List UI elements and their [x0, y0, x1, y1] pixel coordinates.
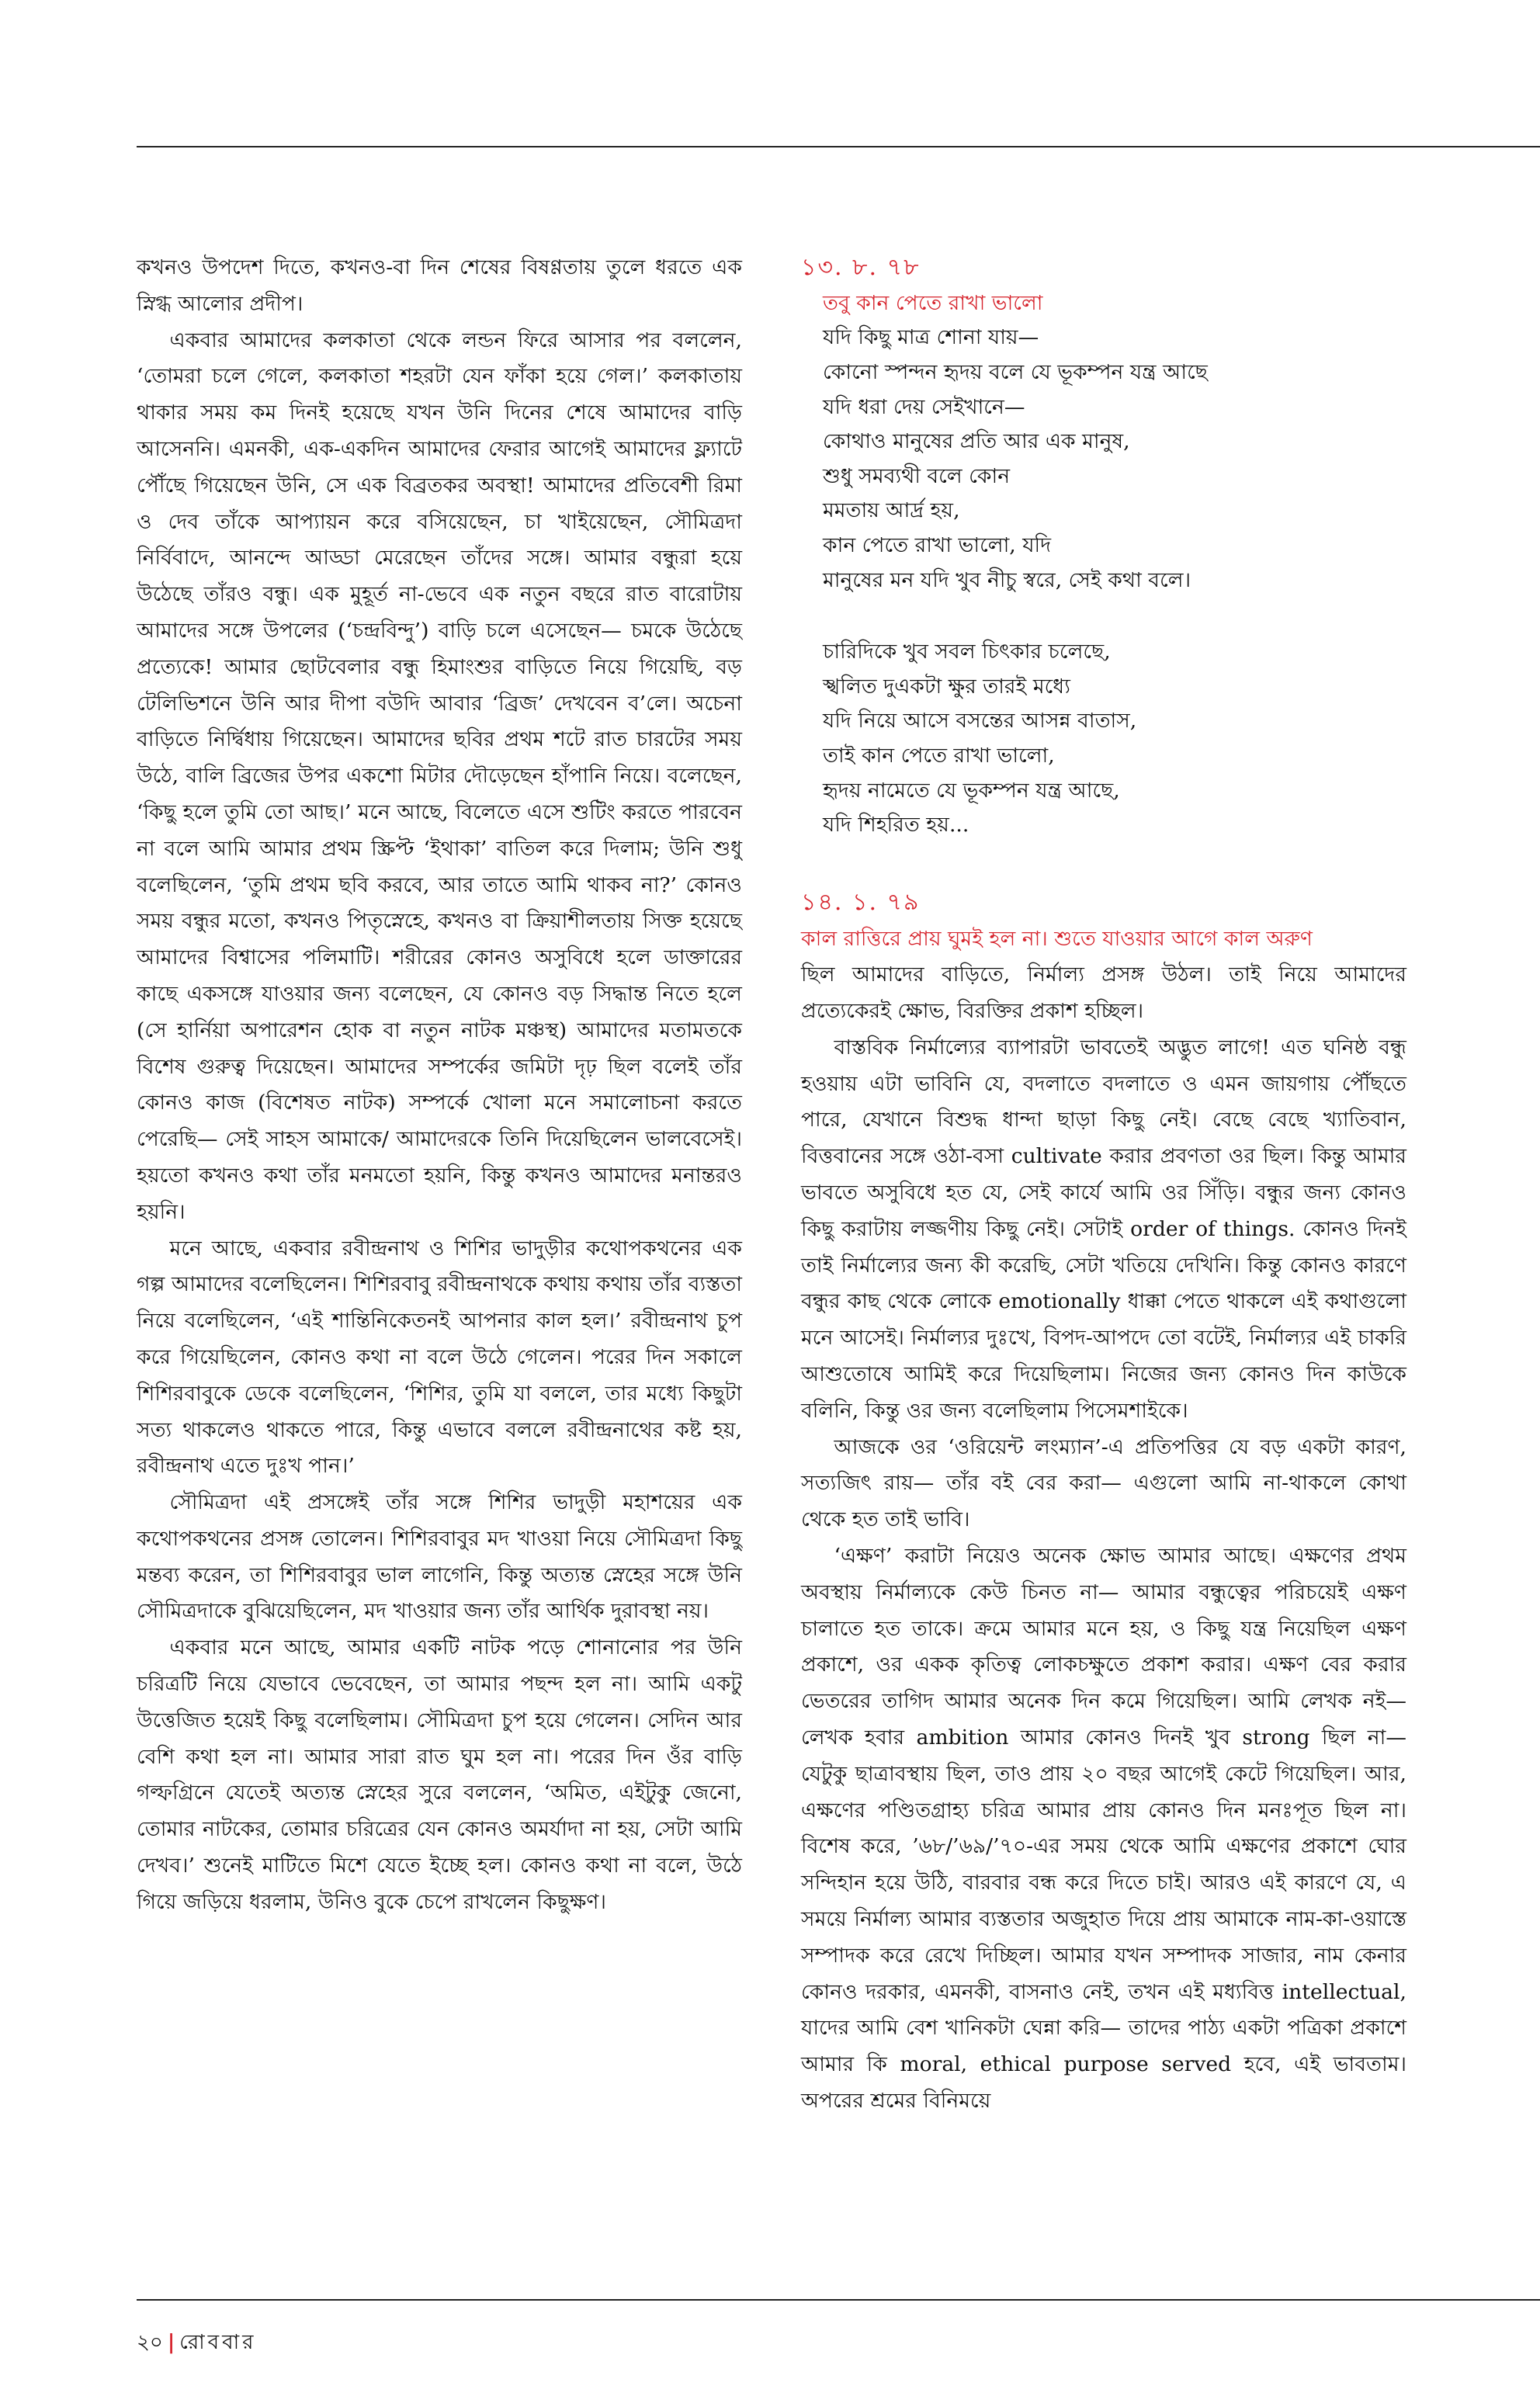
poem-line: স্খলিত দুএকটা ক্ষুর তারই মধ্যে	[823, 674, 1070, 699]
bottom-rule	[137, 2299, 1540, 2301]
poem-line: যদি নিয়ে আসে বসন্তের আসন্ন বাতাস,	[823, 709, 1137, 734]
poem-line: মমতায় আর্দ্র হয়,	[823, 498, 960, 523]
poem-line: যদি কিছু মাত্র শোনা যায়—	[823, 325, 1039, 350]
top-rule	[137, 146, 1540, 147]
page-footer	[137, 2329, 256, 2357]
right-column	[801, 250, 1406, 2120]
stanza-break	[823, 598, 1406, 635]
poem-line: চারিদিকে খুব সবল চিৎকার চলেছে,	[823, 640, 1111, 664]
poem-line: কান পেতে রাখা ভালো, যদি	[823, 532, 1052, 557]
paragraph: বাস্তবিক নির্মাল্যের ব্যাপারটা ভাবতেই অদ্ভুত লাগে! এত ঘনিষ্ঠ বন্ধু হওয়ায় এটা ভাবিনি যে, বদলাতে বদলাতে ও এমন জায়গায় পৌঁছতে পারে, যেখানে বিশুদ্ধ ধান্দা ছাড়া কিছু নেই। বেছে বেছে খ্যাতিবান, বিত্তবানের সঙ্গে ওঠা-বসা cultivate করার প্রবণতা ওর ছিল। কিন্তু আমার ভাবতে অসুবিধে হত যে, সেই কার্যে আমি ওর সিঁড়ি। বন্ধুর জন্য কোনও কিছু করাটায় লজ্জণীয় কিছু নেই। সেটাই order of things. কোনও দিনই তাই নির্মাল্যের জন্য কী করেছি, সেটা খতিয়ে দেখিনি। কিন্তু কোনও কারণে বন্ধুর কাছ থেকে লোকে emotionally ধাক্কা পেতে থাকলে এই কথাগুলো মনে আসেই। নির্মাল্যর দুঃখে, বিপদ-আপদে তো বটেই, নির্মাল্যর এই চাকরি আশুতোষে আমিই করে দিয়েছিলাম। নিজের জন্য কোনও দিন কাউকে বলিনি, কিন্তু ওর জন্য বলেছিলাম পিসেমশাইকে।	[801, 1035, 1406, 1423]
paragraph: ছিল আমাদের বাড়িতে, নির্মাল্য প্রসঙ্গ উঠল। তাই নিয়ে আমাদের প্রত্যেকেরই ক্ষোভ, বিরক্তির প্রকাশ হচ্ছিল।	[801, 962, 1406, 1024]
paragraph: আজকে ওর ‘ওরিয়েন্ট লংম্যান’-এ প্রতিপত্তির যে বড় একটা কারণ, সত্যজিৎ রায়— তাঁর বই বের করা— এগুলো আমি না-থাকলে কোথা থেকে হত তাই ভাবি।	[801, 1434, 1406, 1532]
diary-date: ১৩. ৮. ৭৮	[801, 254, 921, 281]
poem-line: যদি শিহরিত হয়...	[823, 813, 969, 838]
page-number: ২০	[137, 2331, 163, 2354]
paragraph: ‘এক্ষণ’ করাটা নিয়েও অনেক ক্ষোভ আমার আছে। এক্ষণের প্রথম অবস্থায় নির্মাল্যকে কেউ চিনত না— আমার বন্ধুত্বের পরিচয়েই এক্ষণ চালাতে হত তাকে। ক্রমে আমার মনে হয়, ও কিছু যন্ত্র নিয়েছিল এক্ষণ প্রকাশে, ওর একক কৃতিত্ব লোকচক্ষুতে প্রকাশ করার। এক্ষণ বের করার ভেতরের তাগিদ আমার অনেক দিন কমে গিয়েছিল। আমি লেখক নই— লেখক হবার ambition আমার কোনও দিনই খুব strong ছিল না— যেটুকু ছাত্রাবস্থায় ছিল, তাও প্রায় ২০ বছর আগেই কেটে গিয়েছিল। আর, এক্ষণের পণ্ডিতগ্রাহ্য চরিত্র আমার প্রায় কোনও দিন মনঃপূত ছিল না। বিশেষ করে, ’৬৮/’৬৯/’৭০-এর সময় থেকে আমি এক্ষণের প্রকাশে ঘোর সন্দিহান হয়ে উঠি, বারবার বন্ধ করে দিতে চাই। আরও এই কারণে যে, এ সময়ে নির্মাল্য আমার ব্যস্ততার অজুহাত দিয়ে প্রায় আমাকে নাম-কা-ওয়াস্তে সম্পাদক করে রেখে দিচ্ছিল। আমার যখন সম্পাদক সাজার, নাম কেনার কোনও দরকার, এমনকী, বাসনাও নেই, তখন এই মধ্যবিত্ত intellectual, যাদের আমি বেশ খানিকটা ঘেন্না করি— তাদের পাঠ্য একটা পত্রিকা প্রকাশে আমার কি moral, ethical purpose served হবে, এই ভাবতাম। অপরের শ্রমের বিনিময়ে	[801, 1544, 1406, 2113]
entry-lead: কাল রাত্তিরে প্রায় ঘুমই হল না। শুতে যাওয়ার আগে কাল অরুণ	[801, 926, 1313, 951]
poem-title: তবু কান পেতে রাখা ভালো	[823, 290, 1043, 315]
left-column	[137, 250, 742, 1921]
poem-line: তাই কান পেতে রাখা ভালো,	[823, 743, 1055, 768]
magazine-name: রোববার	[179, 2331, 257, 2354]
poem-line: শুধু সমব্যথী বলে কোন	[823, 463, 1011, 488]
paragraph: একবার আমাদের কলকাতা থেকে লন্ডন ফিরে আসার পর বললেন, ‘তোমরা চলে গেলে, কলকাতা শহরটা যেন ফাঁকা হয়ে গেল।’ কলকাতায় থাকার সময় কম দিনই হয়েছে যখন উনি দিনের শেষে আমাদের বাড়ি আসেননি। এমনকী, এক-একদিন আমাদের ফেরার আগেই আমাদের ফ্ল্যাটে পৌঁছে গিয়েছেন উনি, সে এক বিব্রতকর অবস্থা! আমাদের প্রতিবেশী রিমা ও দেব তাঁকে আপ্যায়ন করে বসিয়েছেন, চা খাইয়েছেন, সৌমিত্রদা নির্বিবাদে, আনন্দে আড্ডা মেরেছেন তাঁদের সঙ্গে। আমার বন্ধুরা হয়ে উঠেছে তাঁরও বন্ধু। এক মুহূর্ত না-ভেবে এক নতুন বছরে রাত বারোটায় আমাদের সঙ্গে উপলের (‘চন্দ্রবিন্দু’) বাড়ি চলে এসেছেন— চমকে উঠেছে প্রত্যেকে! আমার ছোটবেলার বন্ধু হিমাংশুর বাড়িতে নিয়ে গিয়েছি, বড় টেলিভিশনে উনি আর দীপা বউদি আবার ‘ব্রিজ’ দেখবেন ব’লে। অচেনা বাড়িতে নির্দ্বিধায় গিয়েছেন। আমাদের ছবির প্রথম শটে রাত চারটের সময় উঠে, বালি ব্রিজের উপর একশো মিটার দৌড়েছেন হাঁপানি নিয়ে। বলেছেন, ‘কিছু হলে তুমি তো আছ।’ মনে আছে, বিলেতে এসে শুটিং করতে পারবেন না বলে আমি আমার প্রথম স্ক্রিপ্ট ‘ইথাকা’ বাতিল করে দিলাম; উনি শুধু বলেছিলেন, ‘তুমি প্রথম ছবি করবে, আর তাতে আমি থাকব না?’ কোনও সময় বন্ধুর মতো, কখনও পিতৃস্নেহে, কখনও বা ক্রিয়াশীলতায় সিক্ত হয়েছে আমাদের বিশ্বাসের পলিমাটি। শরীরের কোনও অসুবিধে হলে ডাক্তারের কাছে একসঙ্গে যাওয়ার জন্য বলেছেন, যে কোনও বড় সিদ্ধান্ত নিতে হলে (সে হার্নিয়া অপারেশন হোক বা নতুন নাটক মঞ্চস্থ) আমাদের মতামতকে বিশেষ গুরুত্ব দিয়েছেন। আমাদের সম্পর্কের জমিটা দৃঢ় ছিল বলেই তাঁর কোনও কাজ (বিশেষত নাটক) সম্পর্কে খোলা মনে সমালোচনা করতে পেরেছি— সেই সাহস আমাকে/ আমাদেরকে তিনি দিয়েছিলেন ভালবেসেই। হয়তো কখনও কথা তাঁর মনমতো হয়নি, কিন্তু কখনও আমাদের মনান্তরও হয়নি।	[137, 328, 742, 1224]
poem-line: কোথাও মানুষের প্রতি আর এক মানুষ,	[823, 429, 1130, 454]
paragraph: মনে আছে, একবার রবীন্দ্রনাথ ও শিশির ভাদুড়ীর কথোপকথনের এক গল্প আমাদের বলেছিলেন। শিশিরবাবু রবীন্দ্রনাথকে কথায় কথায় তাঁর ব্যস্ততা নিয়ে বলেছিলেন, ‘এই শান্তিনিকেতনই আপনার কাল হল।’ রবীন্দ্রনাথ চুপ করে গিয়েছিলেন, কোনও কথা না বলে উঠে গেলেন। পরের দিন সকালে শিশিরবাবুকে ডেকে বলেছিলেন, ‘শিশির, তুমি যা বললে, তার মধ্যে কিছুটা সত্য থাকলেও থাকতে পারে, কিন্তু এভাবে বললে রবীন্দ্রনাথের কষ্ট হয়, রবীন্দ্রনাথ এতে দুঃখ পান।’	[137, 1236, 742, 1479]
diary-date: ১৪. ১. ৭৯	[801, 888, 921, 916]
poem-line: হৃদয় নামেতে যে ভূকম্পন যন্ত্র আছে,	[823, 778, 1120, 803]
poem-line: মানুষের মন যদি খুব নীচু স্বরে, সেই কথা বলে।	[823, 567, 1191, 592]
paragraph: একবার মনে আছে, আমার একটি নাটক পড়ে শোনানোর পর উনি চরিত্রটি নিয়ে যেভাবে ভেবেছেন, তা আমার পছন্দ হল না। আমি একটু উত্তেজিত হয়েই কিছু বলেছিলাম। সৌমিত্রদা চুপ হয়ে গেলেন। সেদিন আর বেশি কথা হল না। আমার সারা রাত ঘুম হল না। পরের দিন ওঁর বাড়ি গল্ফগ্রিনে যেতেই অত্যন্ত স্নেহের সুরে বললেন, ‘অমিত, এইটুকু জেনো, তোমার নাটকের, তোমার চরিত্রের যেন কোনও অমর্যাদা না হয়, সেটা আমি দেখব।’ শুনেই মাটিতে মিশে যেতে ইচ্ছে হল। কোনও কথা না বলে, উঠে গিয়ে জড়িয়ে ধরলাম, উনিও বুকে চেপে রাখলেন কিছুক্ষণ।	[137, 1635, 742, 1914]
poem	[801, 286, 1406, 843]
section-break	[801, 843, 1406, 885]
footer-separator: |	[167, 2331, 175, 2354]
poem-line: যদি ধরা দেয় সেইখানে—	[823, 394, 1025, 419]
paragraph: কখনও উপদেশ দিতে, কখনও-বা দিন শেষের বিষণ্ণতায় তুলে ধরতে এক স্নিগ্ধ আলোর প্রদীপ।	[137, 255, 742, 316]
poem-line: কোনো স্পন্দন হৃদয় বলে যে ভূকম্পন যন্ত্র আছে	[823, 359, 1208, 384]
paragraph: সৌমিত্রদা এই প্রসঙ্গেই তাঁর সঙ্গে শিশির ভাদুড়ী মহাশয়ের এক কথোপকথনের প্রসঙ্গ তোলেন। শিশিরবাবুর মদ খাওয়া নিয়ে সৌমিত্রদা কিছু মন্তব্য করেন, তা শিশিরবাবুর ভাল লাগেনি, কিন্তু অত্যন্ত স্নেহের সঙ্গে উনি সৌমিত্রদাকে বুঝিয়েছিলেন, মদ খাওয়ার জন্য তাঁর আর্থিক দুরাবস্থা নয়।	[137, 1490, 742, 1624]
